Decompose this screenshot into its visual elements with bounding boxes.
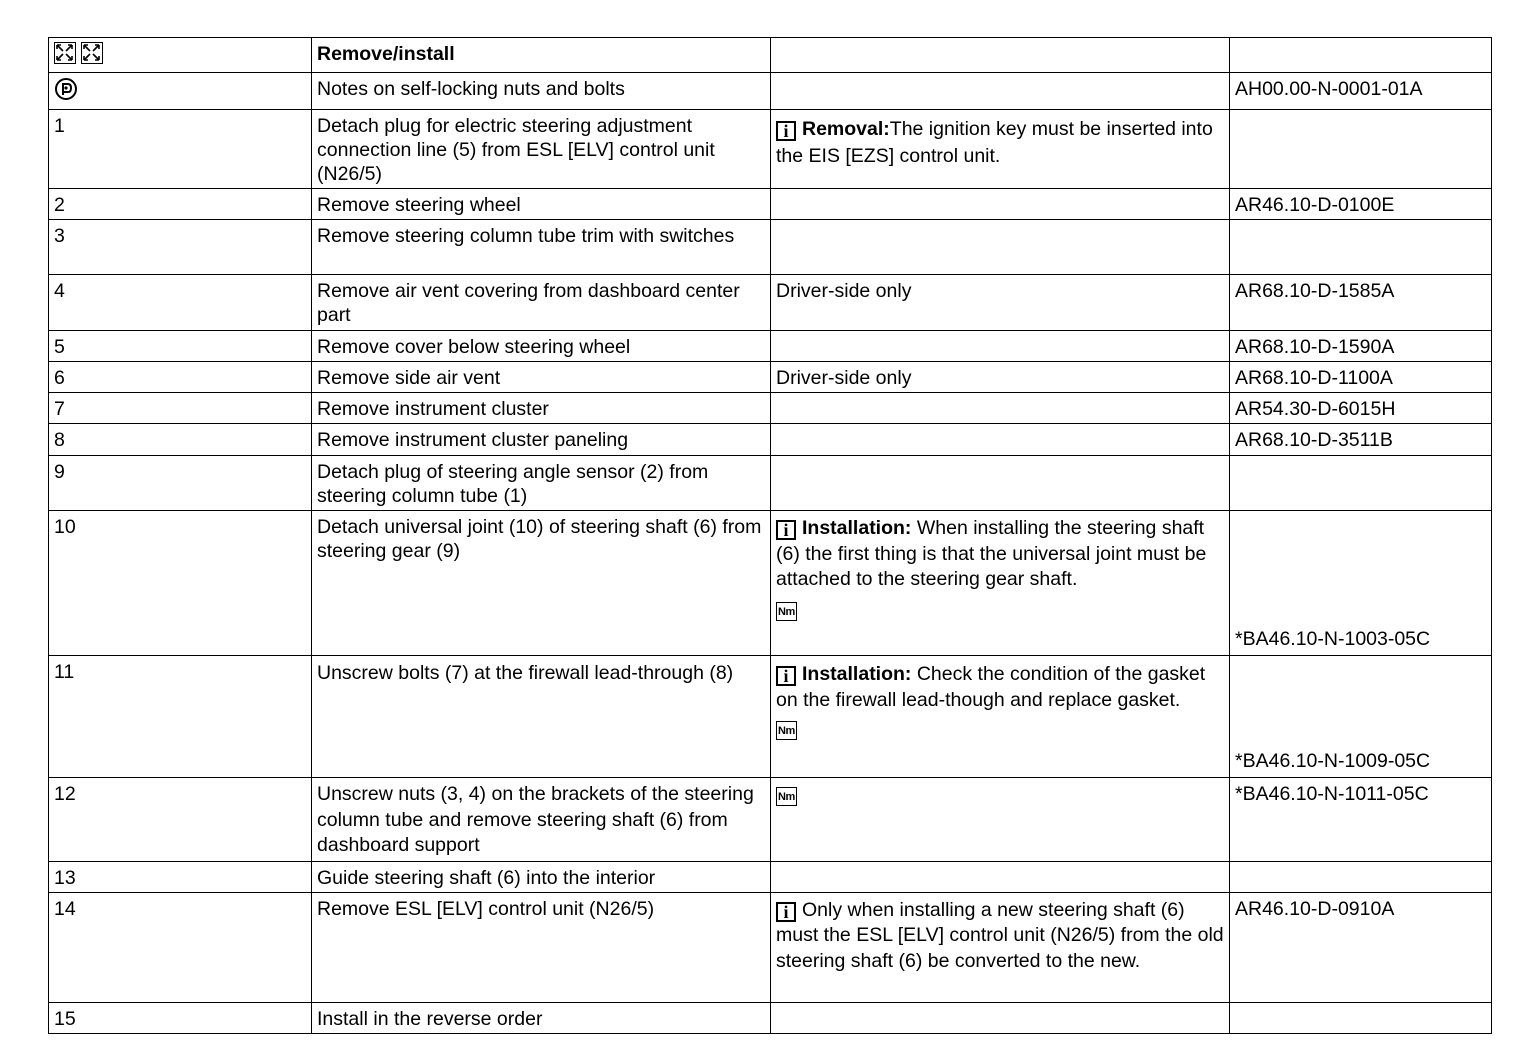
step-text: Unscrew nuts (3, 4) on the brackets of the steering column tube and remove steering shaft (6) from dashboard support <box>312 778 771 862</box>
step-note <box>771 778 1230 862</box>
step-text: Remove air vent covering from dashboard center part <box>312 275 771 331</box>
step-ref[interactable]: AR68.10-D-1590A <box>1230 331 1492 362</box>
table-row <box>49 331 1492 362</box>
step-ref[interactable]: AR46.10-D-0100E <box>1230 189 1492 220</box>
table-row <box>49 456 1492 511</box>
step-note <box>771 220 1230 275</box>
step-text: Remove side air vent <box>312 362 771 393</box>
note-label: Installation: <box>802 517 912 539</box>
step-ref[interactable]: *BA46.10-N-1011-05C <box>1230 778 1492 862</box>
step-note <box>771 424 1230 456</box>
table-row <box>49 275 1492 331</box>
table-row <box>49 1002 1492 1033</box>
step-note <box>771 861 1230 892</box>
step-number: 12 <box>49 778 312 862</box>
step-ref-text[interactable]: *BA46.10-N-1003-05C <box>1235 628 1431 650</box>
note-label: Removal: <box>802 118 890 140</box>
notes-row <box>49 73 1492 110</box>
step-note <box>771 456 1230 511</box>
torque-icon: Nm <box>776 602 797 621</box>
step-ref[interactable] <box>1230 861 1492 892</box>
torque-icon: Nm <box>776 721 797 740</box>
step-ref[interactable] <box>1230 220 1492 275</box>
info-icon: i <box>776 666 796 686</box>
step-ref[interactable] <box>1230 110 1492 189</box>
step-note <box>771 189 1230 220</box>
step-ref[interactable]: AR54.30-D-6015H <box>1230 393 1492 424</box>
table-row <box>49 362 1492 393</box>
step-number: 7 <box>49 393 312 424</box>
note-text: When installing the steering shaft (6) the first thing is that the universal joint must be attached to the steering gear shaft. <box>776 517 1207 590</box>
table-row <box>49 656 1492 778</box>
step-ref[interactable]: AR68.10-D-1585A <box>1230 275 1492 331</box>
table-row <box>49 892 1492 1002</box>
header-empty-cell <box>771 38 1230 73</box>
step-note <box>771 1002 1230 1033</box>
notes-ref-link[interactable]: AH00.00-N-0001-01A <box>1230 73 1492 110</box>
step-note: Driver-side only <box>771 362 1230 393</box>
step-number: 4 <box>49 275 312 331</box>
header-row <box>49 38 1492 73</box>
step-text <box>312 656 771 778</box>
step-text: Remove steering wheel <box>312 189 771 220</box>
step-number: 1 <box>49 110 312 189</box>
step-number: 8 <box>49 424 312 456</box>
step-number: 5 <box>49 331 312 362</box>
step-text: Remove cover below steering wheel <box>312 331 771 362</box>
step-text-content: Unscrew bolts (7) at the firewall lead-through (8) <box>317 662 734 684</box>
step-number: 15 <box>49 1002 312 1033</box>
table-row <box>49 220 1492 275</box>
step-text: Detach universal joint (10) of steering shaft (6) from steering gear (9) <box>312 511 771 656</box>
expand-icon <box>81 42 103 64</box>
step-text: Install in the reverse order <box>312 1002 771 1033</box>
step-number: 13 <box>49 861 312 892</box>
step-text: Remove steering column tube trim with switches <box>312 220 771 275</box>
step-note <box>771 110 1230 189</box>
table-row <box>49 424 1492 456</box>
step-number: 3 <box>49 220 312 275</box>
step-number: 11 <box>49 656 312 778</box>
step-note <box>771 393 1230 424</box>
note-text: Only when installing a new steering shaft (6) must the ESL [ELV] control unit (N26/5) from the old steering shaft (6) be converted to the new. <box>776 898 1224 972</box>
step-number: 9 <box>49 456 312 511</box>
notes-empty-cell <box>771 73 1230 110</box>
table-row <box>49 189 1492 220</box>
table-row <box>49 110 1492 189</box>
info-icon: i <box>776 121 796 141</box>
step-ref[interactable] <box>1230 456 1492 511</box>
procedure-table <box>48 37 1492 1034</box>
header-empty-cell <box>1230 38 1492 73</box>
note-text: Check the condition of the gasket on the firewall lead-though and replace gasket. <box>776 663 1206 711</box>
step-note <box>771 511 1230 656</box>
note-text: The ignition key must be inserted into the EIS [EZS] control unit. <box>776 118 1213 167</box>
step-ref[interactable]: AR68.10-D-3511B <box>1230 424 1492 456</box>
note-label: Installation: <box>802 663 912 685</box>
info-icon: i <box>776 902 796 922</box>
torque-icon: Nm <box>776 787 797 806</box>
step-ref[interactable] <box>1230 1002 1492 1033</box>
step-text: Remove ESL [ELV] control unit (N26/5) <box>312 892 771 1002</box>
info-icon: i <box>776 520 796 540</box>
expand-icon <box>54 42 76 64</box>
header-title: Remove/install <box>312 38 771 73</box>
table-row <box>49 511 1492 656</box>
table-row <box>49 778 1492 862</box>
step-text: Detach plug of steering angle sensor (2) from steering column tube (1) <box>312 456 771 511</box>
header-icons-cell <box>49 38 312 73</box>
step-note <box>771 331 1230 362</box>
step-text: Remove instrument cluster <box>312 393 771 424</box>
table-row <box>49 861 1492 892</box>
notes-icon-cell <box>49 73 312 110</box>
step-ref[interactable]: AR68.10-D-1100A <box>1230 362 1492 393</box>
step-number: 6 <box>49 362 312 393</box>
step-note: Driver-side only <box>771 275 1230 331</box>
step-ref-text[interactable]: *BA46.10-N-1009-05C <box>1235 750 1431 772</box>
step-ref[interactable]: AR46.10-D-0910A <box>1230 892 1492 1002</box>
step-ref[interactable] <box>1230 656 1492 778</box>
step-number: 14 <box>49 892 312 1002</box>
step-note <box>771 656 1230 778</box>
step-text: Remove instrument cluster paneling <box>312 424 771 456</box>
step-ref[interactable] <box>1230 511 1492 656</box>
notes-icon <box>54 77 78 101</box>
notes-text: Notes on self-locking nuts and bolts <box>312 73 771 110</box>
step-number: 10 <box>49 511 312 656</box>
step-text: Detach plug for electric steering adjustment connection line (5) from ESL [ELV] control unit (N26/5) <box>312 110 771 189</box>
step-number: 2 <box>49 189 312 220</box>
step-text: Guide steering shaft (6) into the interior <box>312 861 771 892</box>
step-note <box>771 892 1230 1002</box>
table-row <box>49 393 1492 424</box>
